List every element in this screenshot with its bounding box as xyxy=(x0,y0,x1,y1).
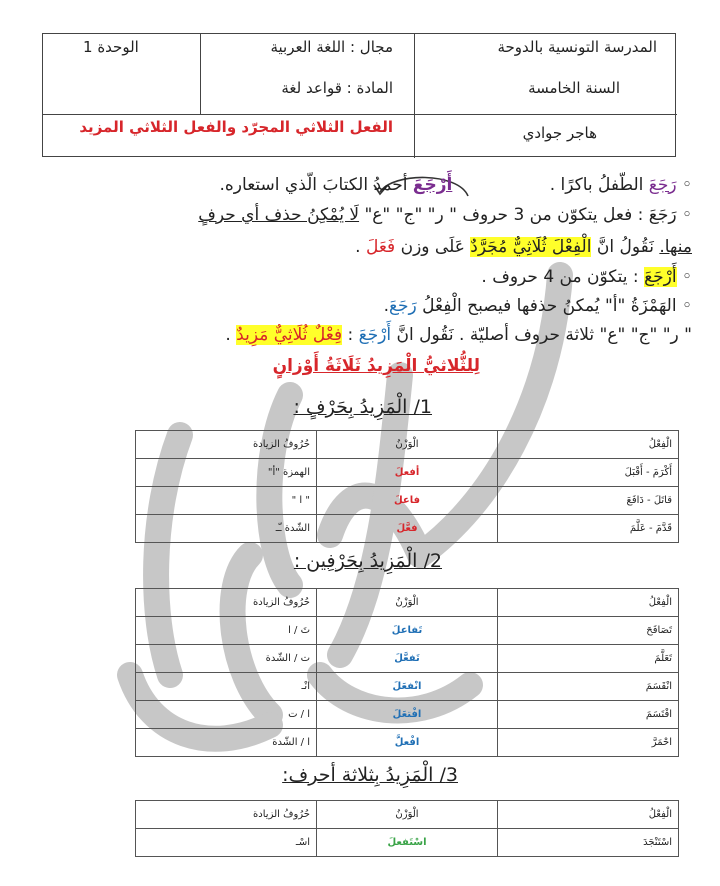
section-2-title: 2/ الْمَزِيدُ بِحَرْفِين : xyxy=(293,550,442,572)
explanation-line-6: " ر" "ج" "ع" ثلاثة حروف أصليّة . نَقُول انَّ أَرْجَعَ : فِعْلٌ ثُلَاثِيٌّ مَزِيدٌ . xyxy=(225,325,692,345)
table-row: اسْتَنْجَدَ اسْتَفعلَ اسْـ xyxy=(136,829,679,857)
teacher-name: هاجر جوادي xyxy=(522,124,597,142)
field-label: مجال : اللغة العربية xyxy=(270,38,393,56)
explanation-line-4: ◦ أَرْجَعَ : يتكوّن من 4 حروف . xyxy=(481,267,692,287)
header-table xyxy=(42,33,676,157)
table-row: احْمَرَّ افْعلَّ ا / الشّدة xyxy=(136,729,679,757)
col-letters: حُرُوفُ الزيادة xyxy=(136,431,317,459)
school-level: السنة الخامسة xyxy=(528,79,620,97)
col-weight: الْوَزْنُ xyxy=(317,431,498,459)
table-row: تَعَلَّمَ تَفعَّلَ ت / الشّدة xyxy=(136,645,679,673)
explanation-line-3: منها. نَقُولُ انَّ الْفِعْلَ ثُلَاثِيٌّ مُجَرَّدٌ عَلَى وزن فَعَلَ . xyxy=(355,237,692,257)
col-verb: الْفِعْلُ xyxy=(498,431,679,459)
unit-label: الوحدة 1 xyxy=(83,38,139,56)
table-one-letter xyxy=(135,430,679,543)
explanation-line-2: ◦ رَجَعَ : فعل يتكوّن من 3 حروف " ر" "ج" "ع" لَا يُمْكِنُ حذف أي حرفٍ xyxy=(198,205,692,225)
section-1-title: 1/ الْمَزِيدُ بِحَرْفٍ : xyxy=(293,396,432,418)
explanation-line-5: ◦ الهَمْزَةُ "أ" يُمكنُ حذفها فيصبح الْفِعْلُ رَجَعَ. xyxy=(383,296,692,316)
table-row: انْقَسَمَ انْفعَلَ انْـ xyxy=(136,673,679,701)
example-line-1: ◦ رَجَعَ الطّفلُ باكرًا . أَرْجَعَ أحمدُ الكتابَ الّذي استعاره. xyxy=(219,175,692,195)
table-header-row: الْفِعْلُ الْوَزْنُ حُرُوفُ الزيادة xyxy=(136,801,679,829)
subject-label: المادة : قواعد لغة xyxy=(281,79,393,97)
table-row: تَصَافَحَ تَفاعلَ تَ / ا xyxy=(136,617,679,645)
table-row: افْتَسَمَ افْتعَلَ ا / ت xyxy=(136,701,679,729)
section-heading: لِلثُّلاثيُّ الْمَزِيدُ ثَلَاثَةُ أَوْزانٍ xyxy=(272,356,480,376)
table-row: قَدَّمَ - عَلَّمَ فعَّلَ الشّدة ـّـ xyxy=(136,515,679,543)
table-two-letters xyxy=(135,588,679,757)
lesson-title: الفعل الثلاثي المجرّد والفعل الثلاثي المزيد xyxy=(79,118,393,136)
table-three-letters xyxy=(135,800,679,857)
table-row: قاتَلَ - دَافَعَ فاعلَ " ا " xyxy=(136,487,679,515)
table-header-row: الْفِعْلُ الْوَزْنُ حُرُوفُ الزيادة xyxy=(136,589,679,617)
table-header-row xyxy=(136,431,679,459)
table-row: أَكْرَمَ - أَقْبَلَ أفعلَ الهمزة "أ" xyxy=(136,459,679,487)
school-name: المدرسة التونسية بالدوحة xyxy=(497,38,657,56)
section-3-title: 3/ الْمَزِيدُ بِثلاثة أحرف: xyxy=(282,764,458,786)
